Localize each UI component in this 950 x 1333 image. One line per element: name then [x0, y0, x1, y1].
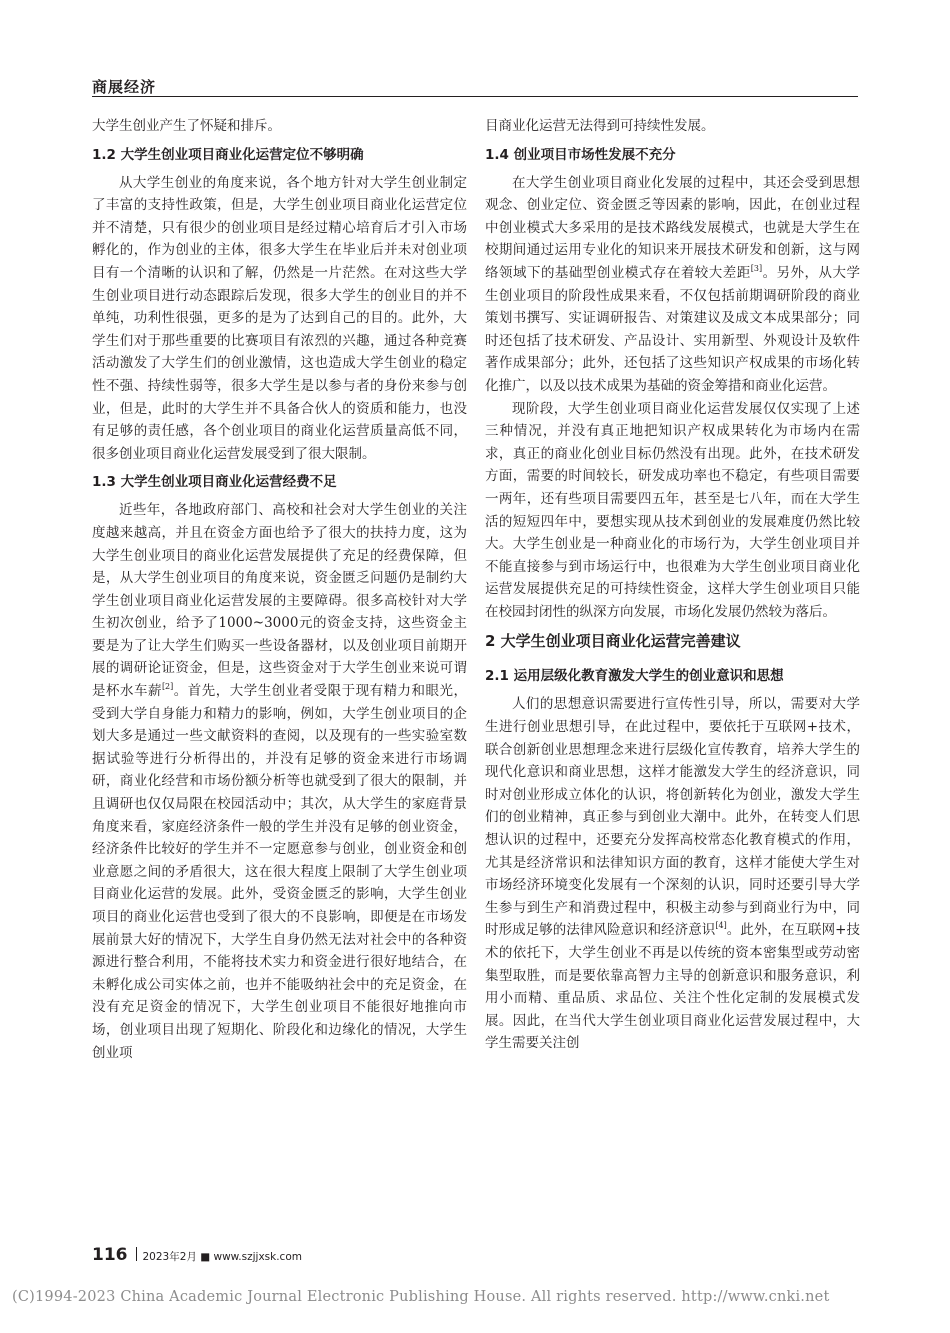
citation-2: [2] [161, 682, 174, 692]
citation-3: [3] [750, 263, 763, 273]
paragraph-text: 。另外，从大学生创业项目的阶段性成果来看，不仅包括前期调研阶段的商业策划书撰写、实证调研报告、对策建议及成文本成果部分；同时还包括了技术研发、产品设计、实用新型、外观设计及软件著作成果部分；此外，还包括了这些知识产权成果的市场化转化推广，以及以技术成果为基础的资金筹措和商业化运营。 [485, 264, 861, 394]
footer-separator [136, 1247, 137, 1261]
page-number: 116 [92, 1245, 128, 1265]
paragraph-text: 在大学生创业项目商业化发展的过程中，其还会受到思想观念、创业定位、资金匮乏等因素的影响，因此，在创业过程中创业模式大多采用的是技术路线发展模式，也就是大学生在校期间通过运用专业化的知识来开展技术研发和创新，这与网络领域下的基础型创业模式存在着较大差距 [485, 174, 860, 281]
paragraph [485, 693, 860, 1055]
section-heading-2-1: 2.1 运用层级化教育激发大学生的创业意识和思想 [485, 668, 784, 685]
paragraph [92, 499, 467, 1064]
copyright-notice: (C)1994-2023 China Academic Journal Electronic Publishing House. All rights reserved. http://www.cnki.net [12, 1289, 830, 1305]
journal-name: 商展经济 [92, 78, 157, 96]
paragraph [485, 172, 860, 398]
page-footer [92, 1245, 302, 1265]
paragraph-continuation: 目商业化运营无法得到可持续性发展。 [485, 118, 715, 134]
paragraph-text: 人们的思想意识需要进行宣传性引导，所以，需要对大学生进行创业思想引导，在此过程中，要依托于互联网+技术，联合创新创业思想理念来进行层级化宣传教育，培养大学生的现代化意识和商业思想，这样才能激发大学生的经济意识，同时对创业形成立体化的认识，将创新转化为创业，激发大学生们的创业精神，真正参与到创业大潮中。此外，在转变人们思想认识的过程中，还要充分发挥高校常态化教育模式的作用，尤其是经济常识和法律知识方面的教育，这样才能使大学生对市场经济环境变化发展有一个深刻的认识，同时还要引导大学生参与到生产和消费过程中，积极主动参与到商业行为中，同时形成足够的法律风险意识和经济意识 [485, 696, 860, 939]
paragraph: 现阶段，大学生创业项目商业化运营发展仅仅实现了上述三种情况，并没有真正地把知识产权成果转化为市场内在需求，真正的商业化创业目标仍然没有出现。此外，在技术研发方面，需要的时间较长，研发成功率也不稳定，有些项目需要一两年，还有些项目需要四五年，甚至是七八年，而在大学生活的短短四年中，要想实现从技术到创业的发展难度仍然比较大。大学生创业是一种商业化的市场行为，大学生创业项目并不能直接参与到市场运行中，也很难为大学生创业项目商业化运营发展提供充足的可持续性资金，这样大学生创业项目只能在校园封闭性的纵深方向发展，市场化发展仍然较为落后。 [485, 400, 860, 620]
issue-info: 2023年2月 ■ www.szjjxsk.com [142, 1251, 302, 1263]
paragraph-text: 。首先，大学生创业者受限于现有精力和眼光，受到大学自身能力和精力的影响，例如，大学生创业项目的企划大多是通过一些文献资料的查阅，以及现有的一些实验室数据试验等进行分析得出的，并没有足够的资金来进行市场调研，商业化经营和市场份额分析等也就受到了很大的限制，并且调研也仅仅局限在校园活动中；其次，从大学生的家庭背景角度来看，家庭经济条件一般的学生并没有足够的创业资金，经济条件比较好的学生并不一定愿意参与创业，创业资金和创业意愿之间的矛盾很大，这在很大程度上限制了大学生创业项目商业化运营的发展。此外，受资金匮乏的影响，大学生创业项目的商业化运营也受到了很大的不良影响，即便是在市场发展前景大好的情况下，大学生自身仍然无法对社会中的各种资源进行整合利用，不能将技术实力和资金进行很好地结合，在未孵化成公司实体之前，也并不能吸纳社会中的充足资金，在没有充足资金的情况下，大学生创业项目不能很好地推向市场，创业项目出现了短期化、阶段化和边缘化的情况，大学生创业项 [92, 683, 468, 1061]
paragraph-text: 近些年，各地政府部门、高校和社会对大学生创业的关注度越来越高，并且在资金方面也给予了很大的扶持力度，这为大学生创业项目的商业化运营发展提供了充足的经费保障，但是，从大学生创业项目的角度来说，资金匮乏问题仍是制约大学生创业项目商业化运营发展的主要障碍。很多高校针对大学生初次创业，给予了1000~3000元的资金支持，这些资金主要是为了让大学生们购买一些设备器材，以及创业项目前期开展的调研论证资金，但是，这些资金对于大学生创业来说可谓是杯水车薪 [92, 502, 467, 700]
right-column [485, 115, 860, 1055]
section-heading-1-4: 1.4 创业项目市场性发展不充分 [485, 146, 676, 163]
left-column [92, 115, 467, 1064]
header-rule [92, 96, 858, 97]
section-heading-1-3: 1.3 大学生创业项目商业化运营经费不足 [92, 474, 337, 491]
paragraph-text: 。此外，在互联网+技术的依托下，大学生创业不再是以传统的资本密集型或劳动密集型取胜，而是要依靠高智力主导的创新意识和服务意识，利用小而精、重品质、求品位、关注个性化定制的发展模式发展。因此，在当代大学生创业项目商业化运营发展过程中，大学生需要关注创 [485, 922, 861, 1052]
paragraph-continuation: 大学生创业产生了怀疑和排斥。 [92, 118, 281, 134]
paragraph: 从大学生创业的角度来说，各个地方针对大学生创业制定了丰富的支持性政策，但是，大学生创业项目商业化运营定位并不清楚，只有很少的创业项目是经过精心培育后才引入市场孵化的，作为创业的主体，很多大学生在毕业后并未对创业项目有一个清晰的认识和了解，仍然是一片茫然。在对这些大学生创业项目进行动态跟踪后发现，很多大学生的创业目的并不单纯，功利性很强，更多的是为了达到自己的目的。此外，大学生们对于那些重要的比赛项目有浓烈的兴趣，通过各种竞赛活动激发了大学生们的创业激情，这也造成大学生创业的稳定性不强、持续性弱等，很多大学生是以参与者的身份来参与创业，但是，此时的大学生并不具备合伙人的资质和能力，也没有足够的责任感，各个创业项目的商业化运营质量高低不同，很多创业项目商业化运营发展受到了很大限制。 [92, 174, 467, 462]
section-heading-1-2: 1.2 大学生创业项目商业化运营定位不够明确 [92, 146, 364, 163]
citation-4: [4] [715, 921, 727, 931]
section-heading-2: 2 大学生创业项目商业化运营完善建议 [485, 632, 741, 651]
